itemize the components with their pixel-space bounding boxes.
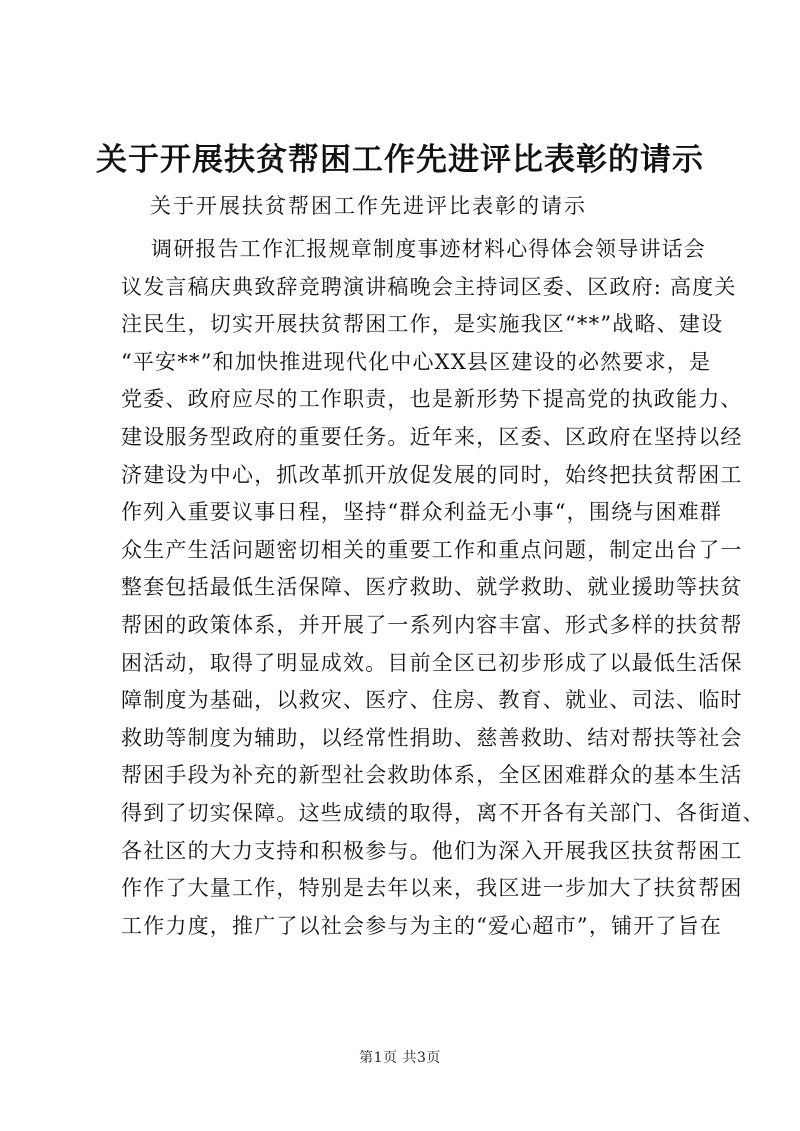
body-line: 帮困的政策体系，并开展了一系列内容丰富、形式多样的扶贫帮 bbox=[121, 612, 743, 637]
body-line: 议发言稿庆典致辞竞聘演讲稿晚会主持词区委、区政府: 高度关 bbox=[121, 274, 737, 299]
body-line: 作作了大量工作，特别是去年以来，我区进一步加大了扶贫帮困 bbox=[121, 876, 743, 901]
body-line: 众生产生活问题密切相关的重要工作和重点问题，制定出台了一 bbox=[121, 537, 743, 562]
body-line: 工作力度，推广了以社会参与为主的“爱心超市”，铺开了旨在 bbox=[121, 913, 723, 938]
body-line: 党委、政府应尽的工作职责，也是新形势下提高党的执政能力、 bbox=[121, 387, 743, 412]
body-line: 作列入重要议事日程，坚持“群众利益无小事“，围绕与困难群 bbox=[121, 500, 723, 525]
body-line: 济建设为中心，抓改革抓开放促发展的同时，始终把扶贫帮困工 bbox=[121, 462, 743, 487]
document-subtitle: 关于开展扶贫帮困工作先进评比表彰的请示 bbox=[150, 194, 587, 218]
body-line: 得到了切实保障。这些成绩的取得，离不开各有关部门、各街道、 bbox=[121, 800, 765, 825]
body-line: 困活动，取得了明显成效。目前全区已初步形成了以最低生活保 bbox=[121, 650, 743, 675]
page-footer: 第1页 共3页 bbox=[359, 1050, 441, 1066]
body-line: 调研报告工作汇报规章制度事迹材料心得体会领导讲话会 bbox=[151, 237, 706, 261]
body-line: 障制度为基础，以救灾、医疗、住房、教育、就业、司法、临时 bbox=[121, 688, 743, 713]
body-line: “平安**”和加快推进现代化中心XX县区建设的必然要求，是 bbox=[121, 349, 712, 374]
body-line: 整套包括最低生活保障、医疗救助、就学救助、就业援助等扶贫 bbox=[121, 575, 743, 600]
body-line: 建设服务型政府的重要任务。近年来，区委、区政府在坚持以经 bbox=[121, 424, 743, 449]
body-line: 注民生，切实开展扶贫帮困工作，是实施我区“**”战略、建设 bbox=[121, 312, 724, 337]
body-line: 各社区的大力支持和积极参与。他们为深入开展我区扶贫帮困工 bbox=[121, 838, 743, 863]
document-body bbox=[121, 231, 765, 945]
document-title: 关于开展扶贫帮困工作先进评比表彰的请示 bbox=[96, 142, 704, 178]
body-line: 救助等制度为辅助，以经常性捐助、慈善救助、结对帮扶等社会 bbox=[121, 725, 743, 750]
body-line: 帮困手段为补充的新型社会救助体系，全区困难群众的基本生活 bbox=[121, 763, 743, 788]
